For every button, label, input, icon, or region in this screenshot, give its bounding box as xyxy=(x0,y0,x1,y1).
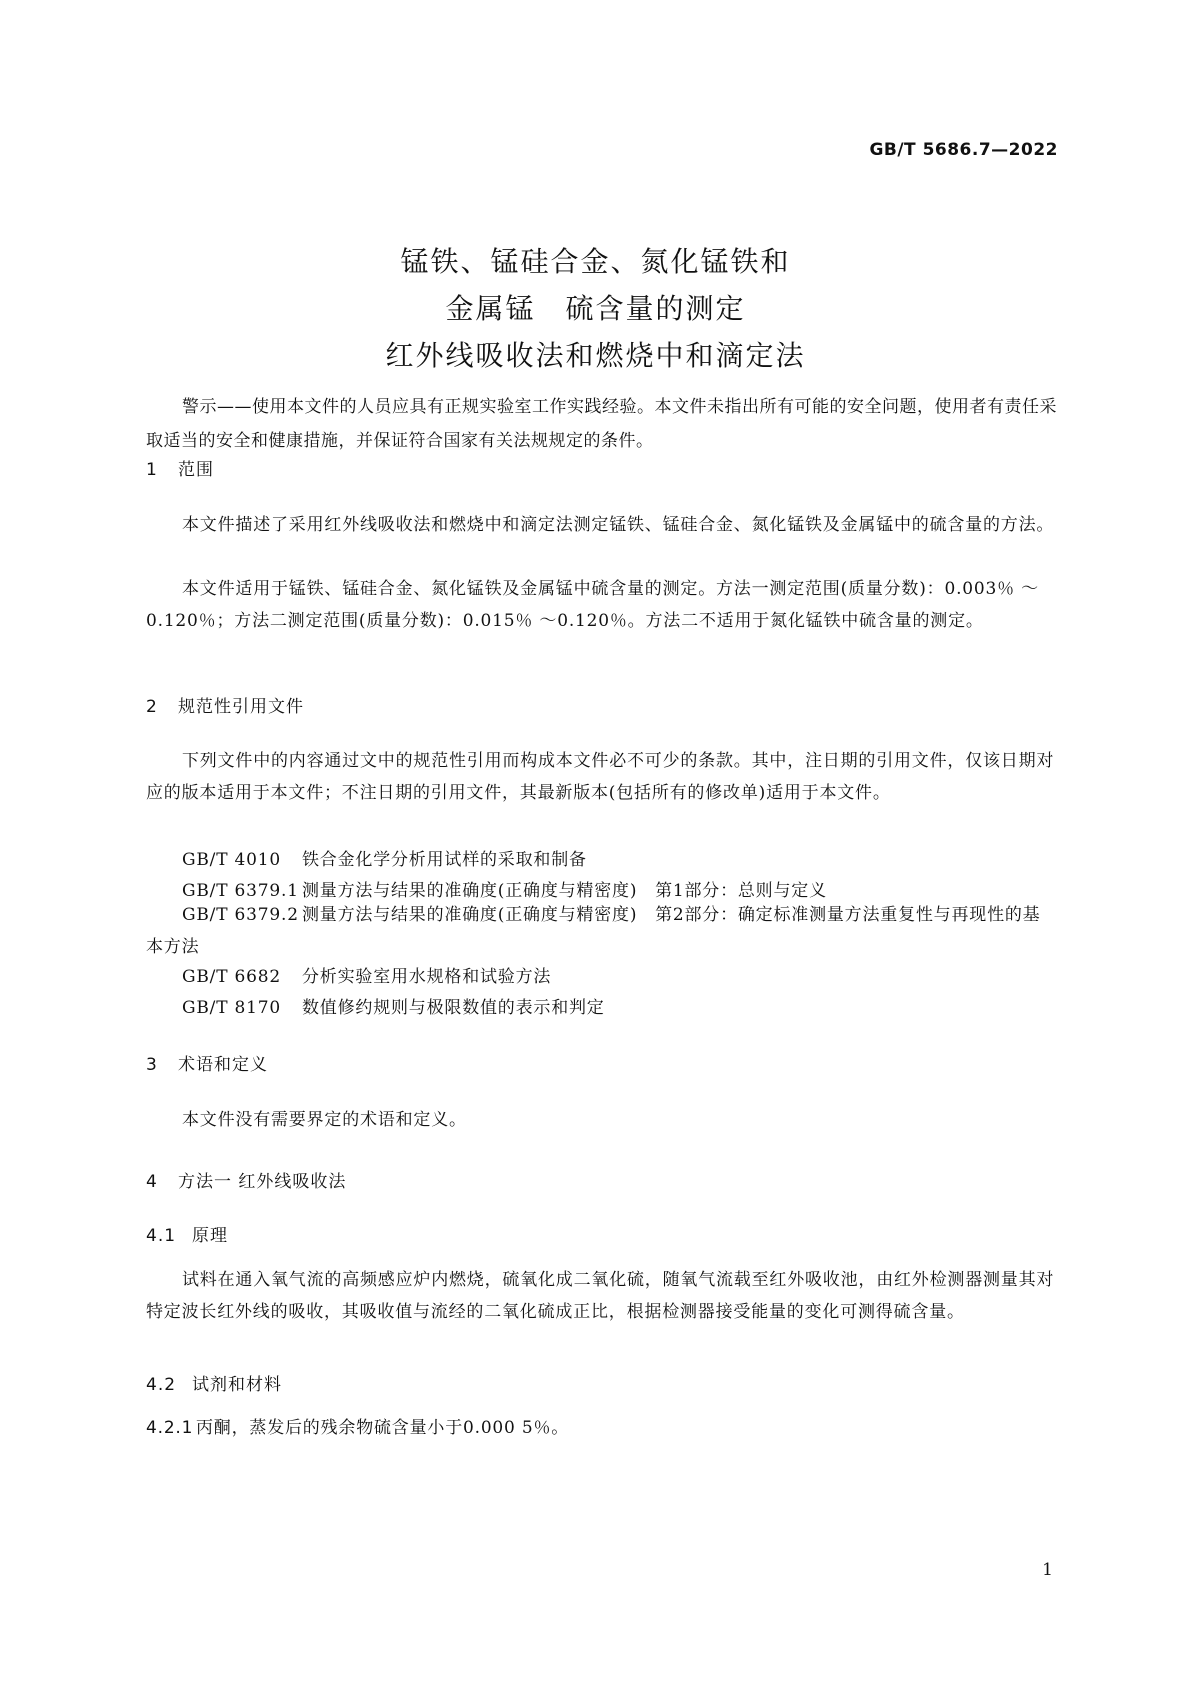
reference-title: 测量方法与结果的准确度(正确度与精密度) 第1部分：总则与定义 xyxy=(302,881,827,901)
section-3-title: 术语和定义 xyxy=(178,1055,268,1075)
section-2-heading xyxy=(146,692,304,717)
section-4-1-title: 原理 xyxy=(192,1226,228,1246)
reference-item xyxy=(182,876,827,901)
reference-code: GB/T 6379.1 xyxy=(182,881,299,901)
reference-item xyxy=(146,899,1057,963)
reference-item xyxy=(182,845,587,870)
warning-notice: 警示——使用本文件的人员应具有正规实验室工作实践经验。本文件未指出所有可能的安全问题，使用者有责任采取适当的安全和健康措施，并保证符合国家有关法规规定的条件。 xyxy=(146,397,1057,451)
section-4-1-heading xyxy=(146,1221,228,1246)
section-3-para: 本文件没有需要界定的术语和定义。 xyxy=(182,1110,467,1130)
reference-code: GB/T 6379.2 xyxy=(182,905,299,925)
section-3-number: 3 xyxy=(146,1055,158,1075)
section-4-1-number: 4.1 xyxy=(146,1226,177,1246)
section-4-1-para: 试料在通入氧气流的高频感应炉内燃烧，硫氧化成二氧化硫，随氧气流载至红外吸收池，由红外检测器测量其对特定波长红外线的吸收，其吸收值与流经的二氧化硫成正比，根据检测器接受能量的变化可测得硫含量。 xyxy=(146,1270,1055,1322)
reference-code: GB/T 4010 xyxy=(182,850,282,870)
section-3-heading xyxy=(146,1050,268,1075)
section-4-title: 方法一 红外线吸收法 xyxy=(178,1172,347,1192)
reference-item xyxy=(182,993,605,1018)
standard-number: GB/T 5686.7—2022 xyxy=(869,140,1058,160)
title-line-2: 金属锰 硫含量的测定 xyxy=(445,292,746,325)
section-2-number: 2 xyxy=(146,697,158,717)
section-1-para-1: 本文件描述了采用红外线吸收法和燃烧中和滴定法测定锰铁、锰硅合金、氮化锰铁及金属锰中的硫含量的方法。 xyxy=(182,515,1055,535)
clause-4-2-1-text: 丙酮，蒸发后的残余物硫含量小于0.000 5％。 xyxy=(196,1418,570,1438)
reference-code: GB/T 6682 xyxy=(182,967,282,987)
title-line-1: 锰铁、锰硅合金、氮化锰铁和 xyxy=(400,245,791,278)
reference-title: 数值修约规则与极限数值的表示和判定 xyxy=(302,998,605,1018)
section-4-2-title: 试剂和材料 xyxy=(192,1375,282,1395)
document-title xyxy=(0,238,1191,379)
page-number: 1 xyxy=(1042,1560,1053,1580)
reference-title: 分析实验室用水规格和试验方法 xyxy=(302,967,552,987)
clause-4-2-1-number: 4.2.1 xyxy=(146,1418,194,1438)
reference-item xyxy=(182,962,551,987)
section-4-heading xyxy=(146,1167,346,1192)
section-2-intro: 下列文件中的内容通过文中的规范性引用而构成本文件必不可少的条款。其中，注日期的引用文件，仅该日期对应的版本适用于本文件；不注日期的引用文件，其最新版本(包括所有的修改单)适用于本文件。 xyxy=(146,751,1055,803)
section-1-para-2: 本文件适用于锰铁、锰硅合金、氮化锰铁及金属锰中硫含量的测定。方法一测定范围(质量分数)：0.003％ ～0.120％；方法二测定范围(质量分数)：0.015％ ～0.120％。方法二不适用于氮化锰铁中硫含量的测定。 xyxy=(146,579,1039,631)
reference-code: GB/T 8170 xyxy=(182,998,282,1018)
reference-title: 测量方法与结果的准确度(正确度与精密度) 第2部分：确定标准测量方法重复性与再现性的基本方法 xyxy=(146,905,1041,957)
reference-title: 铁合金化学分析用试样的采取和制备 xyxy=(302,850,587,870)
section-1-title: 范围 xyxy=(178,460,214,480)
title-line-3: 红外线吸收法和燃烧中和滴定法 xyxy=(385,339,806,372)
section-1-number: 1 xyxy=(146,460,158,480)
section-4-number: 4 xyxy=(146,1172,158,1192)
section-2-title: 规范性引用文件 xyxy=(178,697,304,717)
section-4-2-heading xyxy=(146,1370,282,1395)
section-1-heading xyxy=(146,455,214,480)
section-4-2-number: 4.2 xyxy=(146,1375,177,1395)
clause-4-2-1 xyxy=(146,1413,569,1438)
